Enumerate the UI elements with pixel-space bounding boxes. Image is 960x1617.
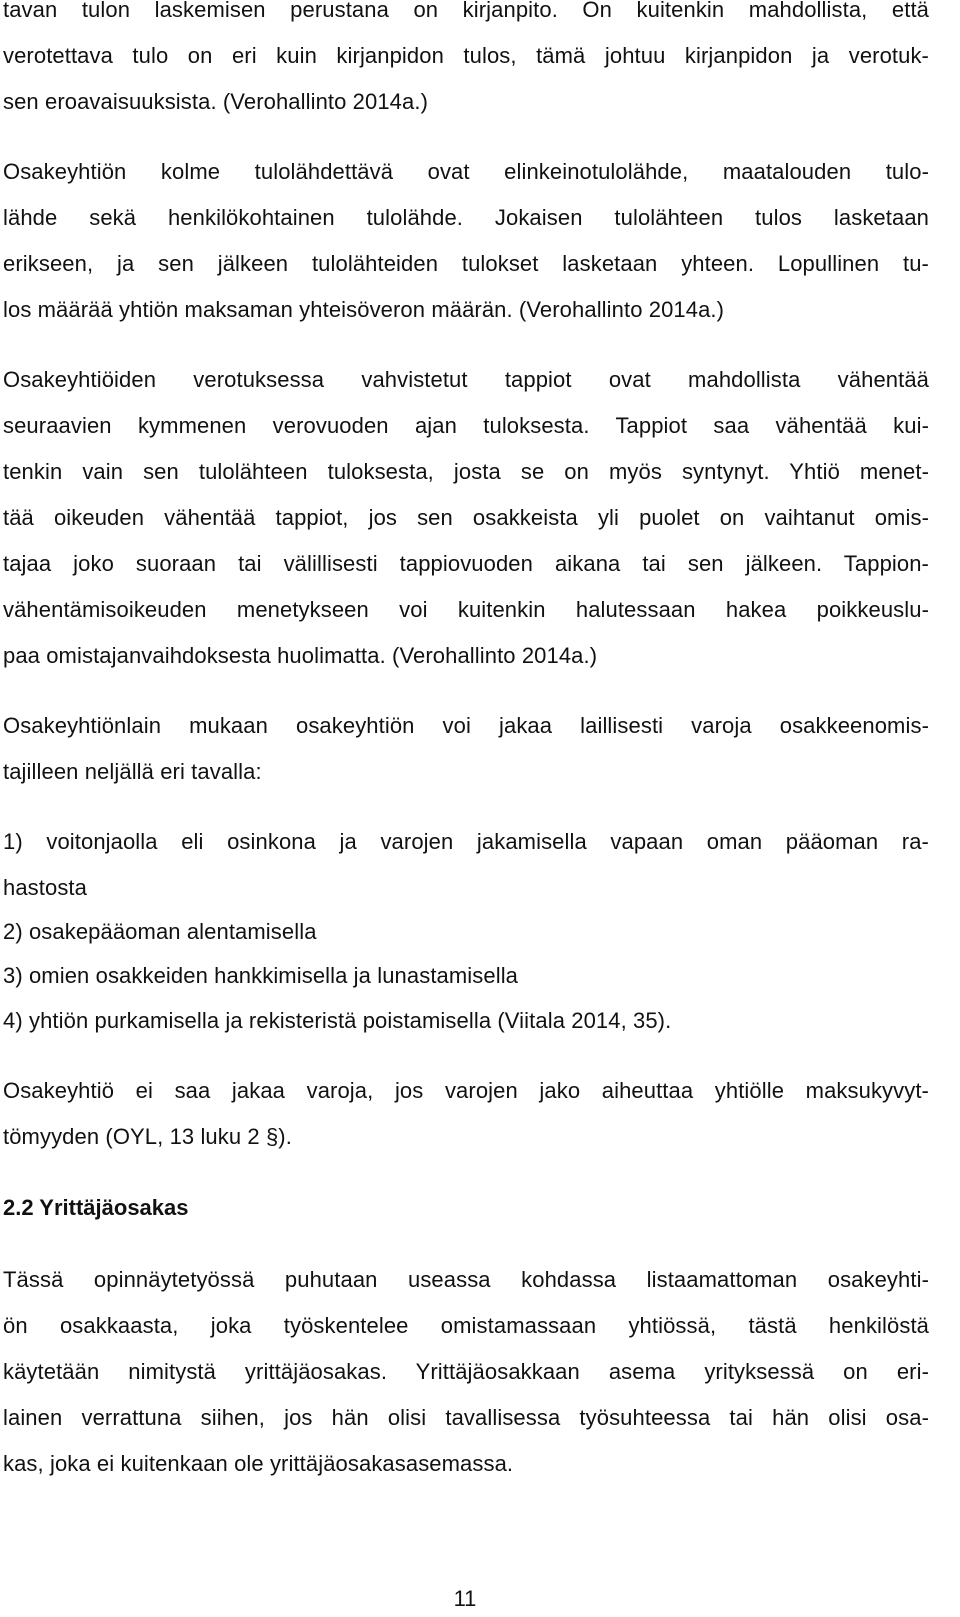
text-line: sen eroavaisuuksista. (Verohallinto 2014a.) [3, 89, 428, 114]
list-item: 2) osakepääoman alentamisella [3, 919, 317, 944]
text-line: kas, joka ei kuitenkaan ole yrittäjäosakasasemassa. [3, 1451, 514, 1476]
text-line: Osakeyhtiönlain mukaan osakeyhtiön voi jakaa laillisesti varoja osakkeenomis- [3, 713, 929, 738]
list-item: 4) yhtiön purkamisella ja rekisteristä poistamisella (Viitala 2014, 35). [3, 1008, 672, 1033]
text-line: lähde sekä henkilökohtainen tulolähde. Jokaisen tulolähteen tulos lasketaan [3, 205, 929, 230]
text-line: käytetään nimitystä yrittäjäosakas. Yrittäjäosakkaan asema yrityksessä on eri- [3, 1359, 929, 1384]
text-line: tenkin vain sen tulolähteen tuloksesta, josta se on myös syntynyt. Yhtiö menet- [3, 459, 929, 484]
text-line: los määrää yhtiön maksaman yhteisöveron määrän. (Verohallinto 2014a.) [3, 297, 725, 322]
section-heading: 2.2 Yrittäjäosakas [3, 1195, 189, 1220]
text-line: tajilleen neljällä eri tavalla: [3, 759, 262, 784]
text-line: tömyyden (OYL, 13 luku 2 §). [3, 1124, 292, 1149]
text-line: Tässä opinnäytetyössä puhutaan useassa kohdassa listaamattoman osakeyhti- [3, 1267, 929, 1292]
list-item: 3) omien osakkeiden hankkimisella ja lunastamisella [3, 963, 519, 988]
text-line: vähentämisoikeuden menetykseen voi kuitenkin halutessaan hakea poikkeuslu- [3, 597, 929, 622]
text-line: Osakeyhtiö ei saa jakaa varoja, jos varojen jako aiheuttaa yhtiölle maksukyvyt- [3, 1078, 929, 1103]
text-line: lainen verrattuna siihen, jos hän olisi tavallisessa työsuhteessa tai hän olisi osa- [3, 1405, 929, 1430]
text-line: verotettava tulo on eri kuin kirjanpidon tulos, tämä johtuu kirjanpidon ja verotuk- [3, 43, 929, 68]
text-line: paa omistajanvaihdoksesta huolimatta. (Verohallinto 2014a.) [3, 643, 598, 668]
page-number: 11 [453, 1586, 477, 1611]
text-line: Osakeyhtiöiden verotuksessa vahvistetut tappiot ovat mahdollista vähentää [3, 367, 929, 392]
text-line: tajaa joko suoraan tai välillisesti tappiovuoden aikana tai sen jälkeen. Tappion- [3, 551, 929, 576]
text-line: ön osakkaasta, joka työskentelee omistamassaan yhtiössä, tästä henkilöstä [3, 1313, 929, 1338]
text-line: Osakeyhtiön kolme tulolähdettävä ovat elinkeinotulolähde, maatalouden tulo- [3, 159, 929, 184]
list-item-continuation: hastosta [3, 875, 87, 900]
text-line: tavan tulon laskemisen perustana on kirjanpito. On kuitenkin mahdollista, että [3, 0, 929, 22]
text-line: seuraavien kymmenen verovuoden ajan tuloksesta. Tappiot saa vähentää kui- [3, 413, 929, 438]
text-line: tää oikeuden vähentää tappiot, jos sen osakkeista yli puolet on vaihtanut omis- [3, 505, 929, 530]
list-item: 1) voitonjaolla eli osinkona ja varojen jakamisella vapaan oman pääoman ra- [3, 829, 929, 854]
text-line: erikseen, ja sen jälkeen tulolähteiden tulokset lasketaan yhteen. Lopullinen tu- [3, 251, 929, 276]
